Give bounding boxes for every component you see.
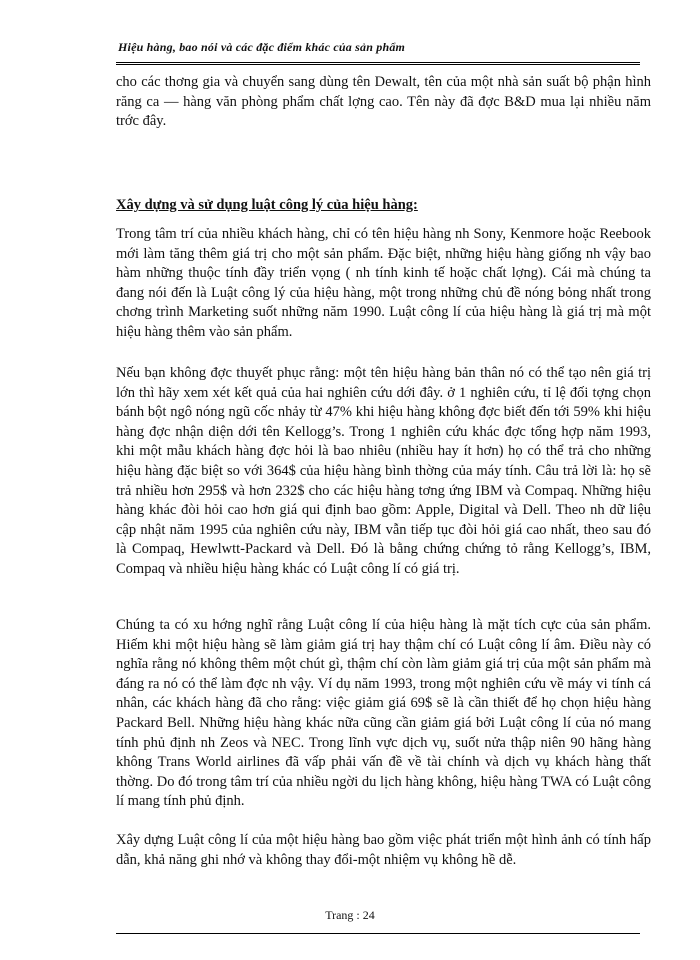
paragraph-building-equity: Xây dựng Luật công lí của một hiệu hàng bao gồm việc phát triển một hình ảnh có tính hấp dẫn, khả năng ghi nhớ và không thay đổi-một nhiệm vụ không hề dễ. [116, 832, 651, 868]
footer-divider [116, 933, 640, 934]
paragraph-brand-value: Trong tâm trí của nhiều khách hàng, chỉ có tên hiệu hàng nh Sony, Kenmore hoặc Reebook mới làm tăng thêm giá trị cho một sản phẩm. Đặc biệt, những hiệu hàng giống nh vậy bao hàm những thuộc tính đầy triển vọng ( nh tính kinh tế hoặc chất lợng). Cái mà chúng ta đang nói đến là Luật công lý của hiệu hàng, một trong những chủ đề nóng bỏng nhất trong chơng trình Marketing suốt những năm 1990. Luật công lí của hiệu hàng là giá trị mà một hiệu hàng thêm vào sản phẩm. [116, 226, 651, 340]
paragraph-intro-continued: cho các thơng gia và chuyển sang dùng tên Dewalt, tên của một nhà sản suất bộ phận hình răng ca — hàng văn phòng phẩm chất lợng cao. Tên này đã đợc B&D mua lại nhiều năm trớc đây. [116, 74, 651, 130]
paragraph-research-evidence: Nếu bạn không đợc thuyết phục rằng: một tên hiệu hàng bản thân nó có thể tạo nên giá trị lớn thì hãy xem xét kết quả của hai nghiên cứu dới đây. ở 1 nghiên cứu, tỉ lệ đối tợng chọn bánh bột ngô nóng ngũ cốc nhảy từ 47% khi hiệu hàng không đợc biết đến tới 59% khi hiệu hàng đợc nhận diện dới tên Kellogg’s. Trong 1 nghiên cứu khác đợc tổng hợp năm 1993, khi một mẫu khách hàng đợc hỏi là bao nhiêu (nhiều hay ít hơn) họ có thể trả cho những hiệu hàng đặc biệt so với 364$ của hiệu hàng bình thờng của máy tính. Câu trả lời là: họ sẽ trả nhiều hơn 295$ và hơn 232$ cho các hiệu hàng tơng ứng IBM và Compaq. Những hiệu hàng khác đòi hỏi cao hơn giá qui định bao gồm: Apple, Digital và Dell. Theo nh dữ liệu cập nhật năm 1995 của nghiên cứu này, IBM vẫn tiếp tục đòi hỏi giá cao nhất, theo sau đó là Compaq, Hewlwtt-Packard và Dell. Đó là bằng chứng chứng tỏ rằng Kellogg’s, IBM, Compaq và nhiều hiệu hàng khác có Luật công lí có giá trị. [116, 365, 651, 577]
section-heading: Xây dựng và sử dụng luật công lý của hiệu hàng: [116, 197, 418, 213]
header-divider [116, 62, 640, 65]
page-number: Trang : 24 [325, 908, 375, 922]
running-header: Hiệu hàng, bao nói và các đặc điểm khác của sản phẩm [118, 40, 406, 54]
paragraph-negative-equity: Chúng ta có xu hớng nghĩ rằng Luật công lí của hiệu hàng là mặt tích cực của sản phẩm. Hiếm khi một hiệu hàng sẽ làm giảm giá trị hay thậm chí có Luật công lí âm. Điều này có nghĩa rằng nó không thêm một chút gì, thậm chí còn làm giảm giá trị của một sản phẩm mà đáng ra nó có thể làm đợc nh vậy. Ví dụ năm 1993, trong một nghiên cứu về máy vi tính cá nhân, các khách hàng đã cho rằng: việc giảm giá 69$ sẽ là cần thiết để họ chọn hiệu hàng Packard Bell. Những hiệu hàng khác nữa cũng cần giảm giá bởi Luật công lí của nó mang tính phủ định nh Zeos và NEC. Trong lĩnh vực dịch vụ, suốt nửa thập niên 90 hãng hàng không Trans World airlines đã vấp phải vấn đề về tài chính và dịch vụ khách hàng thất thờng. Do đó trong tâm trí của nhiều ngời du lịch hàng không, hiệu hàng TWA có Luật công lí mang tính phủ định. [116, 617, 651, 810]
